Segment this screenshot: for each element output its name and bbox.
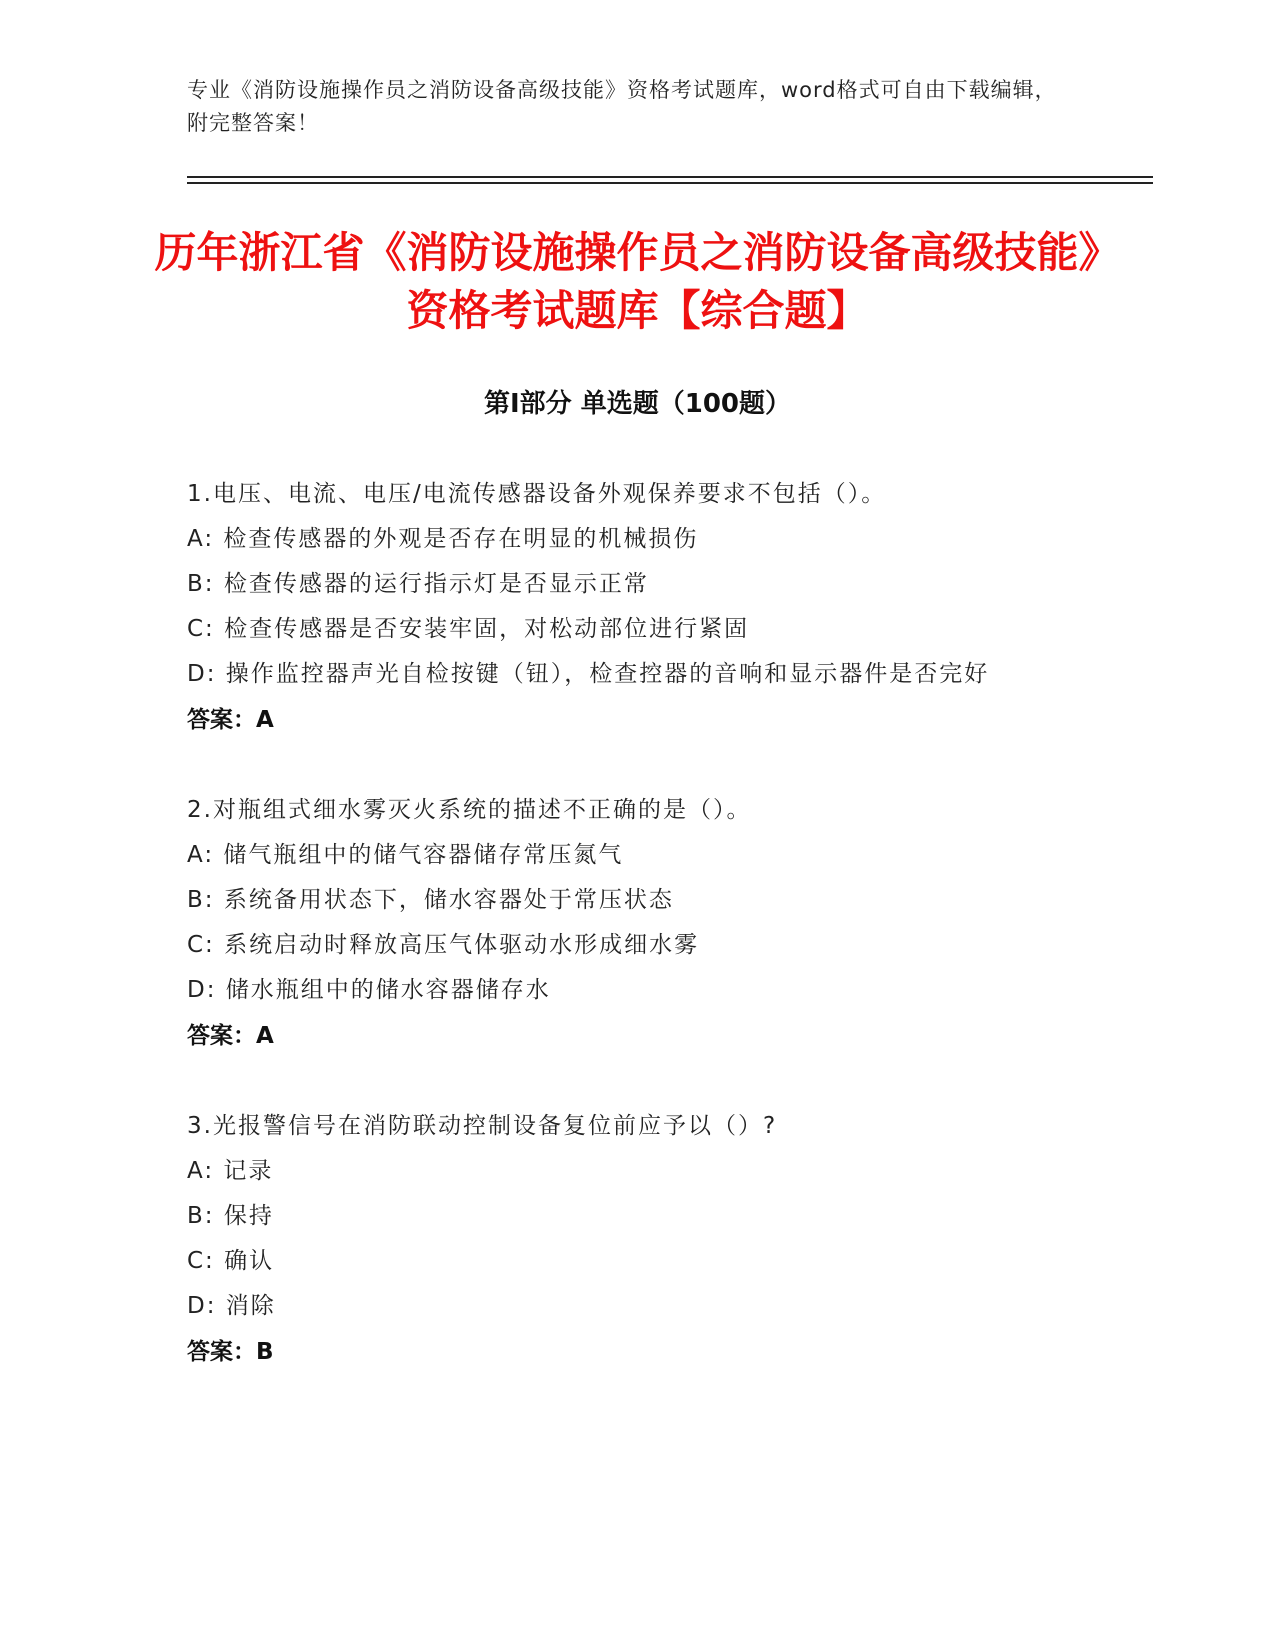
option-d: D: 储水瓶组中的储水容器储存水 [187, 977, 551, 1003]
option-d: D: 消除 [187, 1293, 276, 1319]
answer: 答案：A [187, 707, 274, 733]
answer: 答案：B [187, 1339, 274, 1365]
option-b: B: 检查传感器的运行指示灯是否显示正常 [187, 571, 649, 597]
option-a: A: 检查传感器的外观是否存在明显的机械损伤 [187, 526, 699, 552]
header-divider-bottom [187, 182, 1153, 184]
question-1 [187, 472, 1067, 744]
answer: 答案：A [187, 1023, 274, 1049]
question-3 [187, 1104, 1067, 1376]
option-c: C: 系统启动时释放高压气体驱动水形成细水雾 [187, 932, 700, 958]
option-c: C: 确认 [187, 1248, 275, 1274]
question-stem: 3.光报警信号在消防联动控制设备复位前应予以（）? [187, 1113, 778, 1139]
option-a: A: 储气瓶组中的储气容器储存常压氮气 [187, 842, 624, 868]
header-divider-top [187, 176, 1153, 178]
option-d: D: 操作监控器声光自检按键（钮），检查控器的音响和显示器件是否完好 [187, 661, 990, 687]
option-c: C: 检查传感器是否安装牢固，对松动部位进行紧固 [187, 616, 750, 642]
question-2 [187, 788, 1067, 1060]
header-note: 专业《消防设施操作员之消防设备高级技能》资格考试题库，word格式可自由下载编辑，附完整答案！ [187, 78, 1057, 135]
section-title: 第Ⅰ部分 单选题（100题） [484, 389, 791, 419]
option-a: A: 记录 [187, 1158, 274, 1184]
question-stem: 2.对瓶组式细水雾灭火系统的描述不正确的是（）。 [187, 797, 752, 823]
document-title: 历年浙江省《消防设施操作员之消防设备高级技能》资格考试题库【综合题】 [154, 228, 1121, 335]
option-b: B: 保持 [187, 1203, 274, 1229]
option-b: B: 系统备用状态下，储水容器处于常压状态 [187, 887, 674, 913]
question-stem: 1.电压、电流、电压/电流传感器设备外观保养要求不包括（）。 [187, 481, 887, 507]
question-list [187, 472, 1067, 1420]
